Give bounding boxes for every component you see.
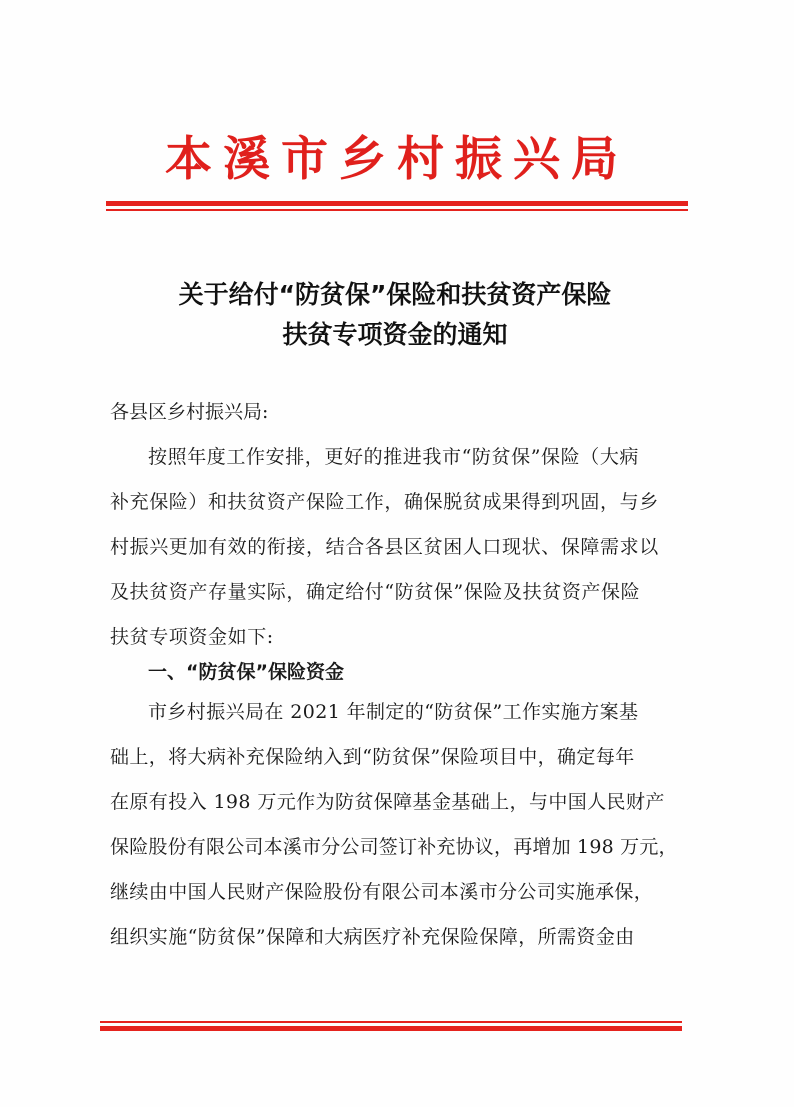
document-title-line-2: 扶贫专项资金的通知: [282, 320, 508, 349]
paragraph-1-line: 按照年度工作安排，更好的推进我市“防贫保”保险（大病: [148, 446, 640, 468]
paragraph-2-line: 础上，将大病补充保险纳入到“防贫保”保险项目中，确定每年: [110, 746, 635, 768]
salutation: 各县区乡村振兴局:: [110, 401, 269, 423]
red-rule-thick: [100, 1026, 682, 1031]
paragraph-1-line: 及扶贫资产存量实际，确定给付“防贫保”保险及扶贫资产保险: [110, 581, 641, 603]
letterhead-org-name: 本溪市乡村振兴局: [165, 132, 629, 187]
paragraph-2-line: 继续由中国人民财产保险股份有限公司本溪市分公司实施承保，: [110, 881, 654, 903]
red-rule-thin: [106, 209, 688, 211]
paragraph-1-line: 扶贫专项资金如下:: [110, 626, 274, 648]
letterhead-red-rule: [106, 201, 688, 211]
paragraph-2-line: 在原有投入 198 万元作为防贫保障基金基础上，与中国人民财产: [110, 791, 665, 813]
paragraph-2-line: 组织实施“防贫保”保障和大病医疗补充保险保障，所需资金由: [110, 926, 635, 948]
paragraph-2-line: 保险股份有限公司本溪市分公司签订补充协议，再增加 198 万元，: [110, 836, 678, 858]
footer-red-rule: [100, 1021, 682, 1031]
paragraph-1-line: 村振兴更加有效的衔接，结合各县区贫困人口现状、保障需求以: [110, 536, 659, 558]
section-1-heading: 一、“防贫保”保险资金: [148, 661, 344, 683]
document-title-line-1: 关于给付“防贫保”保险和扶贫资产保险: [178, 280, 612, 309]
paragraph-2-line: 市乡村振兴局在 2021 年制定的“防贫保”工作实施方案基: [148, 701, 639, 723]
paragraph-1-line: 补充保险）和扶贫资产保险工作，确保脱贫成果得到巩固，与乡: [110, 491, 659, 513]
